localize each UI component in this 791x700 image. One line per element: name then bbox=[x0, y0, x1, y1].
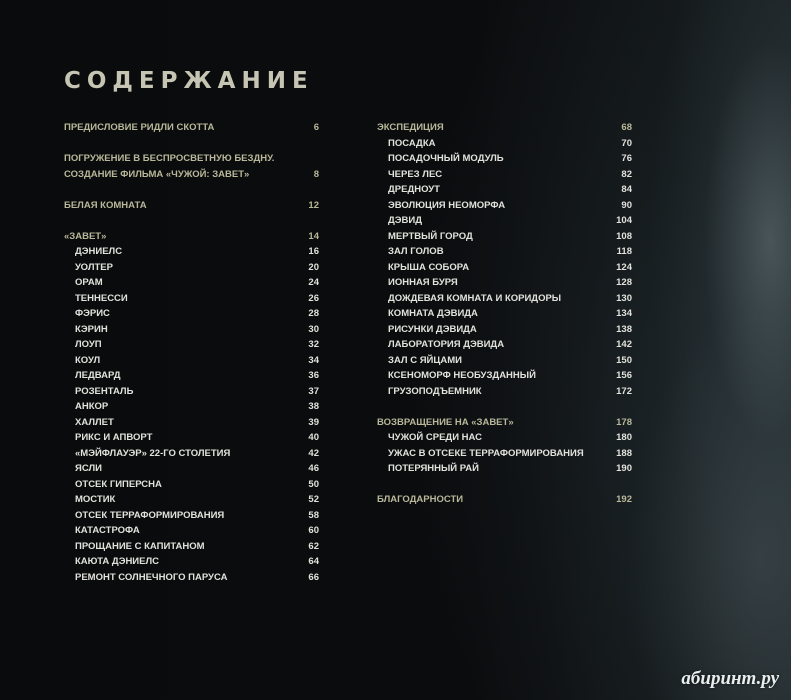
toc-subsection-entry bbox=[377, 353, 632, 369]
toc-entry-label: ХАЛЛЕТ bbox=[75, 416, 114, 428]
toc-subsection-entry bbox=[64, 539, 319, 555]
toc-section-entry bbox=[64, 167, 319, 183]
toc-entry-label: ОТСЕК ТЕРРАФОРМИРОВАНИЯ bbox=[75, 509, 225, 521]
toc-entry-label: ПРЕДИСЛОВИЕ РИДЛИ СКОТТА bbox=[64, 122, 215, 133]
toc-entry-label: УОЛТЕР bbox=[75, 261, 113, 273]
toc-entry-label: КАЮТА ДЭНИЕЛС bbox=[75, 556, 160, 567]
toc-subsection-entry bbox=[64, 244, 319, 260]
toc-subsection-entry bbox=[64, 508, 319, 524]
toc-entry-label: РОЗЕНТАЛЬ bbox=[75, 385, 134, 397]
toc-subsection-entry bbox=[377, 446, 632, 462]
toc-page-number: 118 bbox=[616, 246, 632, 257]
toc-subsection-entry bbox=[64, 275, 319, 291]
toc-section-entry bbox=[377, 492, 632, 508]
toc-entry-label: ЗАЛ ГОЛОВ bbox=[388, 246, 444, 257]
toc-subsection-entry bbox=[377, 136, 632, 152]
toc-subsection-entry bbox=[377, 198, 632, 214]
toc-subsection-entry bbox=[64, 322, 319, 338]
toc-subsection-entry bbox=[377, 182, 632, 198]
toc-entry-label: ПОГРУЖЕНИЕ В БЕСПРОСВЕТНУЮ БЕЗДНУ. bbox=[64, 153, 275, 164]
toc-subsection-entry bbox=[64, 399, 319, 415]
toc-page-number: 8 bbox=[313, 168, 319, 180]
toc-page-number: 16 bbox=[308, 246, 319, 257]
toc-entry-label: ЛЕДВАРД bbox=[75, 370, 121, 381]
toc-entry-label: КОУЛ bbox=[75, 354, 101, 366]
toc-entry-label: ЭВОЛЮЦИЯ НЕОМОРФА bbox=[388, 199, 506, 211]
toc-page-number: 42 bbox=[308, 447, 319, 459]
toc-page-number: 64 bbox=[308, 556, 319, 567]
toc-entry-label: ПРОЩАНИЕ С КАПИТАНОМ bbox=[75, 540, 205, 552]
site-watermark: абиринт.ру bbox=[681, 668, 779, 689]
toc-entry-label: МОСТИК bbox=[75, 494, 116, 505]
toc-page-number: 24 bbox=[308, 277, 319, 288]
toc-subsection-entry bbox=[64, 337, 319, 353]
toc-page-number: 14 bbox=[308, 230, 319, 242]
toc-subsection-entry bbox=[64, 554, 319, 570]
toc-page-number: 142 bbox=[616, 339, 632, 350]
toc-page-number: 37 bbox=[308, 385, 319, 397]
toc-page-number: 108 bbox=[616, 230, 632, 242]
toc-subsection-entry bbox=[64, 291, 319, 307]
toc-page-number: 39 bbox=[308, 416, 319, 428]
toc-subsection-entry bbox=[377, 275, 632, 291]
toc-subsection-entry bbox=[377, 306, 632, 322]
toc-page-number: 138 bbox=[616, 323, 632, 335]
toc-entry-label: КСЕНОМОРФ НЕОБУЗДАННЫЙ bbox=[388, 370, 536, 381]
toc-subsection-entry bbox=[377, 430, 632, 446]
toc-entry-label: РЕМОНТ СОЛНЕЧНОГО ПАРУСА bbox=[75, 571, 228, 583]
toc-subsection-entry bbox=[64, 368, 319, 384]
page-title: СОДЕРЖАНИЕ bbox=[64, 68, 314, 94]
toc-entry-label: ДЭВИД bbox=[388, 215, 422, 226]
toc-section-entry bbox=[64, 229, 319, 245]
toc-page-number: 128 bbox=[616, 277, 632, 288]
toc-page-number: 38 bbox=[308, 401, 319, 412]
toc-page-number: 192 bbox=[616, 494, 632, 505]
toc-page-number: 90 bbox=[621, 199, 632, 211]
toc-section-entry bbox=[377, 415, 632, 431]
toc-entry-label: ЭКСПЕДИЦИЯ bbox=[377, 122, 444, 133]
toc-right-column bbox=[377, 120, 632, 508]
toc-page-number: 124 bbox=[616, 261, 632, 273]
toc-page-number: 172 bbox=[616, 385, 632, 397]
toc-entry-label: КРЫША СОБОРА bbox=[388, 261, 470, 273]
toc-entry-label: ВОЗВРАЩЕНИЕ НА «ЗАВЕТ» bbox=[377, 416, 514, 428]
toc-entry-label: ЧЕРЕЗ ЛЕС bbox=[388, 168, 443, 180]
toc-entry-label: ОРАМ bbox=[75, 277, 103, 288]
toc-page-number: 68 bbox=[621, 122, 632, 133]
toc-entry-label: АНКОР bbox=[75, 401, 109, 412]
toc-entry-label: ОТСЕК ГИПЕРСНА bbox=[75, 478, 162, 490]
toc-entry-label: СОЗДАНИЕ ФИЛЬМА «ЧУЖОЙ: ЗАВЕТ» bbox=[64, 168, 250, 180]
toc-page-number: 82 bbox=[621, 168, 632, 180]
toc-subsection-entry bbox=[377, 213, 632, 229]
toc-subsection-entry bbox=[64, 461, 319, 477]
toc-page-number: 76 bbox=[621, 153, 632, 164]
toc-page-number: 36 bbox=[308, 370, 319, 381]
toc-subsection-entry bbox=[64, 446, 319, 462]
toc-entry-label: ЛОУП bbox=[75, 339, 102, 350]
toc-page-number: 58 bbox=[308, 509, 319, 521]
toc-subsection-entry bbox=[64, 306, 319, 322]
toc-page-number: 50 bbox=[308, 478, 319, 490]
toc-page-number: 46 bbox=[308, 463, 319, 474]
toc-page-number: 130 bbox=[616, 292, 632, 304]
toc-page-number: 180 bbox=[616, 432, 632, 443]
toc-page-number: 188 bbox=[616, 447, 632, 459]
toc-page-number: 104 bbox=[616, 215, 632, 226]
toc-section-entry bbox=[64, 120, 319, 136]
toc-entry-label: УЖАС В ОТСЕКЕ ТЕРРАФОРМИРОВАНИЯ bbox=[388, 447, 584, 459]
toc-entry-label: КЭРИН bbox=[75, 323, 108, 335]
toc-subsection-entry bbox=[377, 260, 632, 276]
toc-subsection-entry bbox=[377, 322, 632, 338]
toc-page-number: 28 bbox=[308, 308, 319, 319]
toc-page-number: 52 bbox=[308, 494, 319, 505]
toc-page-number: 40 bbox=[308, 432, 319, 443]
toc-page-number: 32 bbox=[308, 339, 319, 350]
toc-subsection-entry bbox=[64, 353, 319, 369]
toc-page-number: 178 bbox=[616, 416, 632, 428]
toc-page-number: 26 bbox=[308, 292, 319, 304]
toc-subsection-entry bbox=[64, 570, 319, 586]
toc-subsection-entry bbox=[377, 384, 632, 400]
toc-page-number: 62 bbox=[308, 540, 319, 552]
toc-section-entry bbox=[64, 198, 319, 214]
toc-subsection-entry bbox=[64, 415, 319, 431]
toc-page-number: 34 bbox=[308, 354, 319, 366]
toc-entry-label: ПОСАДКА bbox=[388, 137, 436, 149]
toc-entry-label: ГРУЗОПОДЪЕМНИК bbox=[388, 385, 482, 397]
toc-entry-label: МЕРТВЫЙ ГОРОД bbox=[388, 230, 473, 242]
toc-entry-label: ДЭНИЕЛС bbox=[75, 246, 123, 257]
toc-subsection-entry bbox=[377, 337, 632, 353]
toc-section-entry bbox=[377, 120, 632, 136]
toc-entry-label: ПОСАДОЧНЫЙ МОДУЛЬ bbox=[388, 153, 504, 164]
toc-entry-label: БЛАГОДАРНОСТИ bbox=[377, 494, 464, 505]
toc-page-number: 70 bbox=[621, 137, 632, 149]
toc-entry-label: «МЭЙФЛАУЭР» 22-ГО СТОЛЕТИЯ bbox=[75, 447, 231, 459]
toc-entry-label: ТЕННЕССИ bbox=[75, 292, 128, 304]
toc-entry-label: ЯСЛИ bbox=[75, 463, 102, 474]
toc-entry-label: БЕЛАЯ КОМНАТА bbox=[64, 199, 147, 211]
toc-subsection-entry bbox=[64, 260, 319, 276]
toc-entry-label: ИОННАЯ БУРЯ bbox=[388, 277, 458, 288]
toc-subsection-entry bbox=[64, 492, 319, 508]
toc-page-number: 134 bbox=[616, 308, 632, 319]
toc-page-number: 156 bbox=[616, 370, 632, 381]
toc-entry-label: ПОТЕРЯННЫЙ РАЙ bbox=[388, 463, 479, 474]
toc-page-number: 20 bbox=[308, 261, 319, 273]
toc-subsection-entry bbox=[377, 229, 632, 245]
toc-subsection-entry bbox=[377, 167, 632, 183]
toc-page-number: 6 bbox=[313, 122, 319, 133]
toc-section-entry bbox=[64, 151, 319, 167]
toc-page-number: 150 bbox=[616, 354, 632, 366]
toc-subsection-entry bbox=[377, 368, 632, 384]
toc-entry-label: КОМНАТА ДЭВИДА bbox=[388, 308, 478, 319]
toc-subsection-entry bbox=[377, 151, 632, 167]
toc-entry-label: ДРЕДНОУТ bbox=[388, 184, 440, 195]
toc-entry-label: РИКС И АПВОРТ bbox=[75, 432, 153, 443]
toc-entry-label: ЛАБОРАТОРИЯ ДЭВИДА bbox=[388, 339, 505, 350]
toc-subsection-entry bbox=[64, 477, 319, 493]
toc-subsection-entry bbox=[64, 523, 319, 539]
toc-subsection-entry bbox=[377, 291, 632, 307]
toc-page-number: 190 bbox=[616, 463, 632, 474]
toc-subsection-entry bbox=[64, 384, 319, 400]
toc-entry-label: ДОЖДЕВАЯ КОМНАТА И КОРИДОРЫ bbox=[388, 292, 562, 304]
toc-page-number: 84 bbox=[621, 184, 632, 195]
toc-page-number: 30 bbox=[308, 323, 319, 335]
toc-subsection-entry bbox=[377, 461, 632, 477]
toc-entry-label: ЗАЛ С ЯЙЦАМИ bbox=[388, 354, 462, 366]
toc-page-number: 60 bbox=[308, 525, 319, 536]
toc-left-column bbox=[64, 120, 319, 585]
toc-entry-label: «ЗАВЕТ» bbox=[64, 230, 107, 242]
toc-subsection-entry bbox=[377, 244, 632, 260]
toc-entry-label: РИСУНКИ ДЭВИДА bbox=[388, 323, 477, 335]
toc-entry-label: ЧУЖОЙ СРЕДИ НАС bbox=[388, 432, 483, 443]
toc-entry-label: ФЭРИС bbox=[75, 308, 110, 319]
toc-page-number: 66 bbox=[308, 571, 319, 583]
toc-page-number: 12 bbox=[308, 199, 319, 211]
toc-subsection-entry bbox=[64, 430, 319, 446]
toc-entry-label: КАТАСТРОФА bbox=[75, 525, 140, 536]
